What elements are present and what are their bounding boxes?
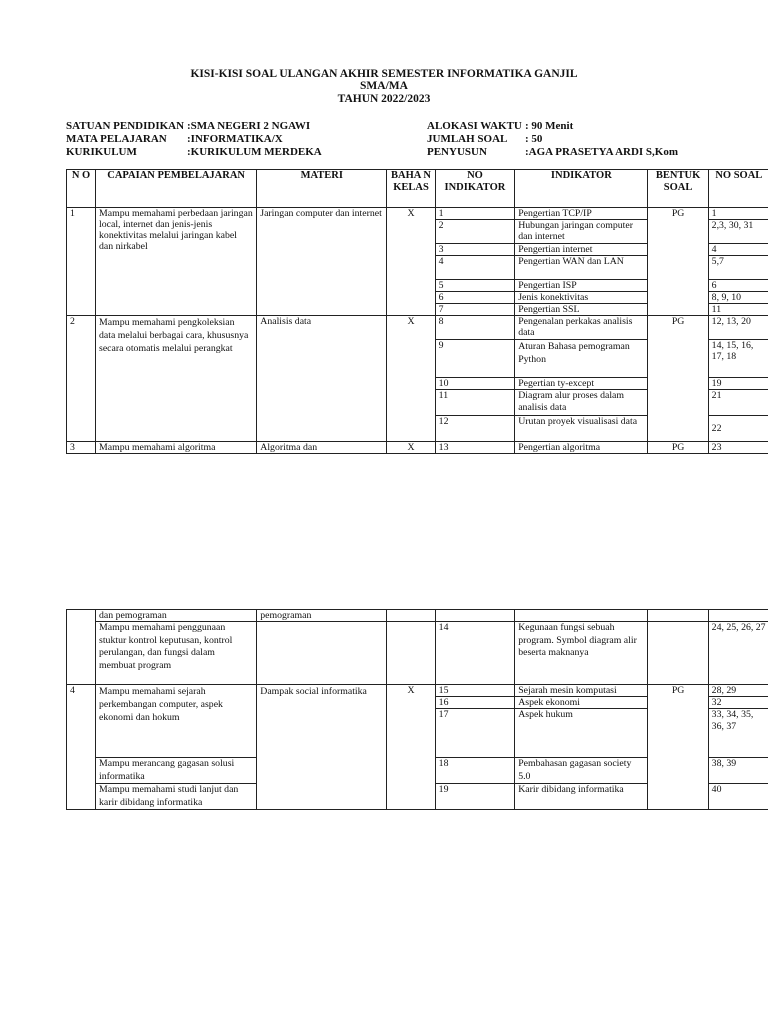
group1-bahan: X — [387, 208, 435, 316]
penyusun-label: PENYUSUN — [427, 146, 487, 158]
indikator: Pengertian TCP/IP — [515, 208, 648, 220]
col-capaian: CAPAIAN PEMBELAJARAN — [96, 170, 257, 208]
no-soal: 1 — [708, 208, 768, 220]
indikator: Karir dibidang informatika — [515, 784, 648, 810]
group2-no: 2 — [67, 316, 96, 442]
no-soal: 11 — [708, 304, 768, 316]
cont-indikator-cell — [515, 610, 648, 622]
no-soal: 40 — [708, 784, 768, 810]
group4-materi: Dampak social informatika — [257, 685, 387, 810]
doc-title-line1: KISI-KISI SOAL ULANGAN AKHIR SEMESTER INFORMATIKA GANJIL — [190, 68, 578, 80]
cont-no-ind-cell — [435, 610, 515, 622]
indikator: Jenis konektivitas — [515, 292, 648, 304]
alokasi-value: : 90 Menit — [525, 120, 574, 132]
no-soal: 2,3, 30, 31 — [708, 220, 768, 244]
no-soal: 22 — [708, 416, 768, 442]
table-row — [67, 316, 768, 340]
group2-bahan: X — [387, 316, 435, 442]
cont-capaian: dan pemograman — [96, 610, 257, 622]
no-indikator: 7 — [435, 304, 515, 316]
group4-capaian-c: Mampu memahami studi lanjut dan karir dibidang informatika — [96, 784, 257, 810]
cont-no-soal-cell — [708, 610, 768, 622]
row14-no-cell — [67, 622, 96, 685]
no-soal: 24, 25, 26, 27 — [708, 622, 768, 685]
no-soal: 33, 34, 35, 36, 37 — [708, 709, 768, 758]
table-row — [67, 208, 768, 220]
group4-bahan: X — [387, 685, 435, 810]
doc-title-line3: TAHUN 2022/2023 — [337, 93, 431, 105]
table-row — [67, 442, 768, 454]
row14-capaian: Mampu memahami penggunaan stuktur kontrol keputusan, kontrol perulangan, dan fungsi dalam membuat program — [96, 622, 257, 685]
col-no-soal: NO SOAL — [708, 170, 768, 208]
indikator: Hubungan jaringan computer dan internet — [515, 220, 648, 244]
no-indikator: 16 — [435, 697, 515, 709]
no-indikator: 18 — [435, 758, 515, 784]
mapel-value: :INFORMATIKA/X — [187, 133, 283, 145]
no-indikator: 12 — [435, 416, 515, 442]
group4-no: 4 — [67, 685, 96, 810]
kisi-table-part1 — [66, 169, 768, 454]
table-row — [67, 622, 768, 685]
no-indikator: 13 — [435, 442, 515, 454]
no-indikator: 6 — [435, 292, 515, 304]
alokasi-label: ALOKASI WAKTU — [427, 120, 522, 132]
no-indikator: 14 — [435, 622, 515, 685]
no-soal: 12, 13, 20 — [708, 316, 768, 340]
indikator: Pengertian ISP — [515, 280, 648, 292]
indikator: Diagram alur proses dalam analisis data — [515, 390, 648, 416]
group3-bahan: X — [387, 442, 435, 454]
no-soal: 5,7 — [708, 256, 768, 280]
no-soal: 6 — [708, 280, 768, 292]
indikator: Pengertian SSL — [515, 304, 648, 316]
table-row — [67, 685, 768, 697]
group1-capaian: Mampu memahami perbedaan jaringan local, internet dan jenis-jenis konektivitas melalui jaringan kabel dan nirkabel — [96, 208, 257, 316]
group4-capaian-a: Mampu memahami sejarah perkembangan computer, aspek ekonomi dan hokum — [96, 685, 257, 758]
group2-capaian: Mampu memahami pengkoleksian data melalui berbagai cara, khususnya secara otomatis melalui perangkat — [96, 316, 257, 442]
cont-no-cell — [67, 610, 96, 622]
no-soal: 14, 15, 16, 17, 18 — [708, 340, 768, 378]
satuan-value: :SMA NEGERI 2 NGAWI — [187, 120, 311, 132]
satuan-label: SATUAN PENDIDIKAN — [66, 120, 185, 132]
no-indikator: 10 — [435, 378, 515, 390]
col-bentuk-soal: BENTUK SOAL — [648, 170, 708, 208]
indikator: Aspek hukum — [515, 709, 648, 758]
doc-title-line2: SMA/MA — [360, 80, 408, 92]
no-soal: 21 — [708, 390, 768, 416]
row14-bahan-cell — [387, 622, 435, 685]
group1-bentuk: PG — [648, 208, 708, 316]
group3-capaian: Mampu memahami algoritma — [96, 442, 257, 454]
col-no: N O — [67, 170, 96, 208]
kurikulum-value: :KURIKULUM MERDEKA — [187, 146, 322, 158]
indikator: Urutan proyek visualisasi data — [515, 416, 648, 442]
no-indikator: 19 — [435, 784, 515, 810]
table-row — [67, 610, 768, 622]
no-indikator: 2 — [435, 220, 515, 244]
group2-materi: Analisis data — [257, 316, 387, 442]
no-indikator: 8 — [435, 316, 515, 340]
col-bahan-kelas: BAHA N KELAS — [387, 170, 435, 208]
row14-bentuk-cell — [648, 622, 708, 685]
col-indikator: INDIKATOR — [515, 170, 648, 208]
no-soal: 19 — [708, 378, 768, 390]
indikator: Pengertian internet — [515, 244, 648, 256]
indikator: Pengertian WAN dan LAN — [515, 256, 648, 280]
no-soal: 4 — [708, 244, 768, 256]
no-indikator: 1 — [435, 208, 515, 220]
penyusun-value: :AGA PRASETYA ARDI S,Kom — [525, 146, 679, 158]
row14-materi-cell — [257, 622, 387, 685]
jumlah-value: : 50 — [525, 133, 543, 145]
indikator: Pengenalan perkakas analisis data — [515, 316, 648, 340]
group3-no: 3 — [67, 442, 96, 454]
no-soal: 28, 29 — [708, 685, 768, 697]
no-indikator: 15 — [435, 685, 515, 697]
indikator: Aturan Bahasa pemograman Python — [515, 340, 648, 378]
kisi-table-part2 — [66, 609, 768, 810]
kurikulum-label: KURIKULUM — [66, 146, 137, 158]
col-materi: MATERI — [257, 170, 387, 208]
no-indikator: 4 — [435, 256, 515, 280]
group1-materi: Jaringan computer dan internet — [257, 208, 387, 316]
cont-bentuk-cell — [648, 610, 708, 622]
indikator: Aspek ekonomi — [515, 697, 648, 709]
no-indikator: 17 — [435, 709, 515, 758]
indikator: Pembahasan gagasan society 5.0 — [515, 758, 648, 784]
group3-bentuk: PG — [648, 442, 708, 454]
indikator: Pengertian algoritma — [515, 442, 648, 454]
group3-materi: Algoritma dan — [257, 442, 387, 454]
indikator: Pegertian ty-except — [515, 378, 648, 390]
group1-no: 1 — [67, 208, 96, 316]
group4-capaian-b: Mampu merancang gagasan solusi informatika — [96, 758, 257, 784]
group2-bentuk: PG — [648, 316, 708, 442]
no-soal: 38, 39 — [708, 758, 768, 784]
no-indikator: 5 — [435, 280, 515, 292]
col-no-indikator: NO INDIKATOR — [435, 170, 515, 208]
indikator: Kegunaan fungsi sebuah program. Symbol diagram alir beserta maknanya — [515, 622, 648, 685]
table-header-row — [67, 170, 768, 208]
group4-bentuk: PG — [648, 685, 708, 810]
no-soal: 23 — [708, 442, 768, 454]
no-indikator: 11 — [435, 390, 515, 416]
cont-bahan-cell — [387, 610, 435, 622]
no-soal: 8, 9, 10 — [708, 292, 768, 304]
indikator: Sejarah mesin komputasi — [515, 685, 648, 697]
no-indikator: 3 — [435, 244, 515, 256]
mapel-label: MATA PELAJARAN — [66, 133, 167, 145]
no-indikator: 9 — [435, 340, 515, 378]
no-soal: 32 — [708, 697, 768, 709]
cont-materi: pemograman — [257, 610, 387, 622]
jumlah-label: JUMLAH SOAL — [427, 133, 508, 145]
